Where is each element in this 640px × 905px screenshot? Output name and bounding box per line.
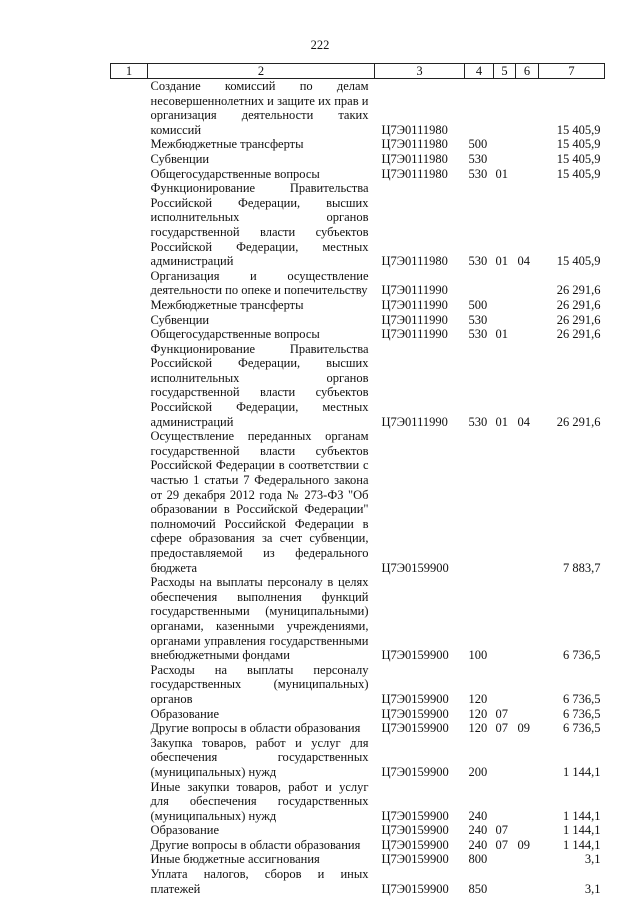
expense-type-cell: 500	[468, 297, 488, 312]
target-code-cell: Ц7Э0111990	[381, 297, 448, 312]
item-name-cell: Уплата налогов, сборов и иных платежей	[150, 867, 369, 896]
expense-type-cell: 120	[468, 691, 488, 706]
table-row	[111, 137, 605, 152]
expense-type-cell: 530	[468, 327, 488, 342]
table-row	[111, 823, 605, 838]
subsection-cell	[516, 429, 539, 575]
item-name-cell: Расходы на выплаты персоналу в целях обеспечения выполнения функций государственными (муниципальными) органами, казенными учреждениями, органами управления государственными внебюджетными фондами	[150, 575, 369, 663]
subsection-cell	[516, 313, 539, 328]
section-cell	[494, 429, 516, 575]
item-name-cell: Функционирование Правительства Российской Федерации, высших исполнительных органов государственной власти субъектов Российской Федерации, местных администраций	[150, 181, 369, 269]
section-cell: 07	[495, 706, 508, 721]
item-name-cell: Образование	[150, 706, 220, 721]
subsection-cell	[516, 152, 539, 167]
table-row	[111, 327, 605, 342]
target-code-cell: Ц7Э0159900	[381, 764, 449, 779]
subsection-cell	[516, 852, 539, 867]
section-cell	[494, 313, 516, 328]
target-code-cell: Ц7Э0111980	[381, 254, 448, 269]
target-code-cell: Ц7Э0159900	[381, 823, 449, 838]
row-number-cell	[111, 838, 148, 853]
row-number-cell	[111, 342, 148, 430]
item-name-cell: Общегосударственные вопросы	[150, 327, 320, 342]
row-number-cell	[111, 152, 148, 167]
subsection-cell	[516, 707, 539, 722]
target-code-cell: Ц7Э0111990	[381, 414, 448, 429]
section-cell	[494, 867, 516, 896]
target-code-cell: Ц7Э0159900	[381, 648, 449, 663]
row-number-cell	[111, 181, 148, 269]
expense-type-cell: 530	[468, 254, 488, 269]
row-number-cell	[111, 137, 148, 152]
amount-cell: 26 291,6	[556, 297, 601, 312]
section-cell: 07	[495, 837, 508, 852]
column-header-6: 6	[516, 64, 539, 79]
row-number-cell	[111, 721, 148, 736]
subsection-cell	[516, 327, 539, 342]
item-name-cell: Образование	[150, 823, 220, 838]
amount-cell: 26 291,6	[556, 414, 601, 429]
section-cell	[494, 663, 516, 707]
table-row	[111, 429, 605, 575]
target-code-cell: Ц7Э0111980	[381, 166, 448, 181]
expense-type-cell: 240	[468, 837, 488, 852]
item-name-cell: Субвенции	[150, 151, 210, 166]
row-number-cell	[111, 867, 148, 896]
item-name-cell: Иные закупки товаров, работ и услуг для обеспечения государственных (муниципальных) нужд	[150, 779, 369, 823]
target-code-cell: Ц7Э0111990	[381, 327, 448, 342]
section-cell	[494, 780, 516, 824]
row-number-cell	[111, 327, 148, 342]
expense-type-cell	[465, 79, 494, 138]
subsection-cell	[516, 167, 539, 182]
row-number-cell	[111, 79, 148, 138]
target-code-cell: Ц7Э0159900	[381, 706, 449, 721]
section-cell	[494, 137, 516, 152]
row-number-cell	[111, 429, 148, 575]
amount-cell: 6 736,5	[563, 721, 601, 736]
section-cell: 01	[495, 254, 508, 269]
amount-cell: 1 144,1	[563, 764, 601, 779]
row-number-cell	[111, 575, 148, 663]
table-row	[111, 852, 605, 867]
target-code-cell: Ц7Э0159900	[381, 852, 449, 867]
row-number-cell	[111, 269, 148, 298]
amount-cell: 1 144,1	[563, 808, 601, 823]
section-cell	[494, 575, 516, 663]
subsection-cell	[516, 575, 539, 663]
amount-cell: 6 736,5	[563, 648, 601, 663]
row-number-cell	[111, 707, 148, 722]
section-cell: 01	[495, 166, 508, 181]
row-number-cell	[111, 780, 148, 824]
table-row	[111, 313, 605, 328]
item-name-cell: Другие вопросы в области образования	[150, 837, 361, 852]
column-header-1: 1	[111, 64, 148, 79]
table-row	[111, 663, 605, 707]
table-row	[111, 736, 605, 780]
row-number-cell	[111, 167, 148, 182]
subsection-cell	[516, 823, 539, 838]
amount-cell: 3,1	[584, 881, 601, 896]
table-body	[111, 79, 605, 897]
amount-cell: 15 405,9	[556, 254, 601, 269]
subsection-cell	[516, 298, 539, 313]
expense-type-cell: 500	[468, 137, 488, 152]
section-cell: 01	[495, 327, 508, 342]
row-number-cell	[111, 736, 148, 780]
amount-cell: 1 144,1	[563, 823, 601, 838]
target-code-cell: Ц7Э0111990	[381, 312, 448, 327]
expense-type-cell: 530	[468, 312, 488, 327]
amount-cell: 15 405,9	[556, 166, 601, 181]
target-code-cell: Ц7Э0159900	[381, 808, 449, 823]
section-cell: 07	[495, 823, 508, 838]
section-cell	[494, 298, 516, 313]
expense-type-cell: 120	[468, 721, 488, 736]
section-cell	[494, 852, 516, 867]
item-name-cell: Субвенции	[150, 312, 210, 327]
amount-cell: 6 736,5	[563, 691, 601, 706]
amount-cell: 3,1	[584, 852, 601, 867]
item-name-cell: Функционирование Правительства Российской Федерации, высших исполнительных органов государственной власти субъектов Российской Федерации, местных администраций	[150, 341, 369, 429]
table-row	[111, 298, 605, 313]
table-row	[111, 79, 605, 138]
item-name-cell: Межбюджетные трансферты	[150, 297, 304, 312]
subsection-cell	[516, 79, 539, 138]
item-name-cell: Расходы на выплаты персоналу государственных (муниципальных) органов	[150, 662, 369, 706]
amount-cell: 7 883,7	[563, 560, 601, 575]
item-name-cell: Межбюджетные трансферты	[150, 137, 304, 152]
item-name-cell: Организация и осуществление деятельности по опеке и попечительству	[150, 268, 369, 298]
section-cell: 07	[495, 721, 508, 736]
amount-cell: 6 736,5	[563, 706, 601, 721]
expense-type-cell: 530	[468, 151, 488, 166]
subsection-cell: 09	[517, 837, 530, 852]
amount-cell: 26 291,6	[556, 327, 601, 342]
table-row	[111, 181, 605, 269]
item-name-cell: Другие вопросы в области образования	[150, 721, 361, 736]
target-code-cell: Ц7Э0159900	[381, 560, 449, 575]
table-row	[111, 780, 605, 824]
subsection-cell: 04	[517, 414, 530, 429]
item-name-cell: Создание комиссий по делам несовершеннолетних и защите их прав и организация деятельности таких комиссий	[150, 79, 369, 137]
subsection-cell	[516, 867, 539, 896]
subsection-cell: 04	[517, 254, 530, 269]
section-cell	[494, 79, 516, 138]
subsection-cell: 09	[517, 721, 530, 736]
budget-table	[110, 63, 605, 896]
table-row	[111, 575, 605, 663]
column-header-3: 3	[375, 64, 465, 79]
row-number-cell	[111, 298, 148, 313]
column-header-5: 5	[494, 64, 516, 79]
target-code-cell: Ц7Э0111980	[381, 122, 448, 137]
column-header-7: 7	[539, 64, 605, 79]
expense-type-cell: 850	[468, 881, 488, 896]
table-row	[111, 167, 605, 182]
amount-cell: 26 291,6	[556, 283, 601, 298]
column-header-2: 2	[148, 64, 375, 79]
table-row	[111, 342, 605, 430]
expense-type-cell: 240	[468, 808, 488, 823]
table-row	[111, 269, 605, 298]
amount-cell: 15 405,9	[556, 151, 601, 166]
table-row	[111, 721, 605, 736]
expense-type-cell: 800	[468, 852, 488, 867]
expense-type-cell: 530	[468, 414, 488, 429]
item-name-cell: Закупка товаров, работ и услуг для обеспечения государственных (муниципальных) нужд	[150, 735, 369, 779]
row-number-cell	[111, 313, 148, 328]
subsection-cell	[516, 736, 539, 780]
table-row	[111, 707, 605, 722]
amount-cell: 15 405,9	[556, 122, 601, 137]
expense-type-cell	[465, 429, 494, 575]
target-code-cell: Ц7Э0159900	[381, 691, 449, 706]
expense-type-cell: 120	[468, 706, 488, 721]
target-code-cell: Ц7Э0111980	[381, 151, 448, 166]
subsection-cell	[516, 663, 539, 707]
target-code-cell: Ц7Э0111980	[381, 137, 448, 152]
table-row	[111, 867, 605, 896]
section-cell	[494, 269, 516, 298]
section-cell	[494, 736, 516, 780]
amount-cell: 1 144,1	[563, 837, 601, 852]
table-row	[111, 152, 605, 167]
section-cell	[494, 152, 516, 167]
target-code-cell: Ц7Э0159900	[381, 721, 449, 736]
item-name-cell: Общегосударственные вопросы	[150, 166, 320, 181]
section-cell: 01	[495, 414, 508, 429]
item-name-cell: Иные бюджетные ассигнования	[150, 852, 320, 867]
expense-type-cell	[465, 269, 494, 298]
subsection-cell	[516, 780, 539, 824]
expense-type-cell: 200	[468, 764, 488, 779]
target-code-cell: Ц7Э0159900	[381, 881, 449, 896]
table-header-row	[111, 64, 605, 79]
expense-type-cell: 100	[468, 648, 488, 663]
row-number-cell	[111, 852, 148, 867]
subsection-cell	[516, 269, 539, 298]
target-code-cell: Ц7Э0159900	[381, 837, 449, 852]
row-number-cell	[111, 663, 148, 707]
row-number-cell	[111, 823, 148, 838]
target-code-cell: Ц7Э0111990	[381, 283, 448, 298]
amount-cell: 15 405,9	[556, 137, 601, 152]
table-row	[111, 838, 605, 853]
page-number: 222	[310, 38, 330, 52]
amount-cell: 26 291,6	[556, 312, 601, 327]
expense-type-cell: 530	[468, 166, 488, 181]
column-header-4: 4	[465, 64, 494, 79]
subsection-cell	[516, 137, 539, 152]
expense-type-cell: 240	[468, 823, 488, 838]
item-name-cell: Осуществление переданных органам государственной власти субъектов Российской Федерации в соответствии с частью 1 статьи 7 Федерального закона от 29 декабря 2012 года № 273-ФЗ "Об образовании в Российской Федерации" полномочий Российской Федерации в сфере образования за счет субвенции, предоставляемой из федерального бюджета	[150, 429, 369, 575]
